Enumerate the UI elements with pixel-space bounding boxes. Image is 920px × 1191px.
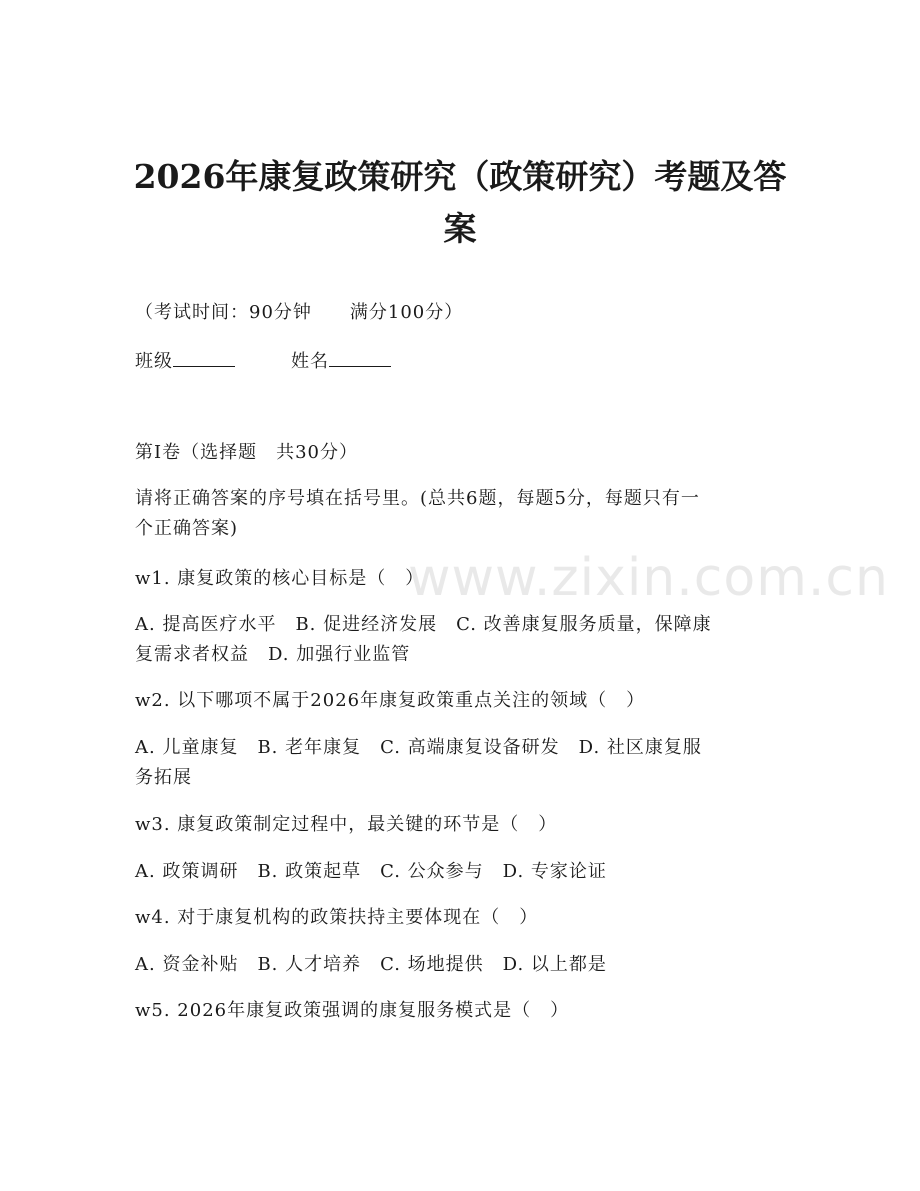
student-info-row: [135, 346, 795, 377]
question-4-stem: w4. 对于康复机构的政策扶持主要体现在（ ）: [135, 907, 539, 928]
question-3-options-line-1: A. 政策调研 B. 政策起草 C. 公众参与 D. 专家论证: [135, 861, 607, 882]
question-3-stem: w3. 康复政策制定过程中，最关键的环节是（ ）: [135, 814, 558, 835]
question-5-stem: w5. 2026年康复政策强调的康复服务模式是（ ）: [135, 1000, 570, 1021]
name-blank: [329, 346, 391, 367]
question-1-options-line-2: 复需求者权益 D. 加强行业监管: [135, 644, 411, 665]
watermark: www.zixin.com.cn: [408, 548, 889, 608]
document-title-line-1: 2026年康复政策研究（政策研究）考题及答: [133, 157, 787, 196]
instruction-line-2: 个正确答案): [135, 518, 239, 539]
class-blank: [173, 346, 235, 367]
class-label: 班级: [135, 351, 173, 372]
instruction-line-1: 请将正确答案的序号填在括号里。(总共6题，每题5分，每题只有一: [135, 488, 700, 509]
name-label: 姓名: [291, 351, 329, 372]
document-title-line-2: 案: [443, 209, 477, 248]
question-2-options-line-1: A. 儿童康复 B. 老年康复 C. 高端康复设备研发 D. 社区康复服: [135, 737, 702, 758]
question-1-options-line-1: A. 提高医疗水平 B. 促进经济发展 C. 改善康复服务质量，保障康: [135, 614, 712, 635]
question-2-stem: w2. 以下哪项不属于2026年康复政策重点关注的领域（ ）: [135, 690, 646, 711]
question-4-options-line-1: A. 资金补贴 B. 人才培养 C. 场地提供 D. 以上都是: [135, 954, 607, 975]
exam-info: （考试时间：90分钟 满分100分）: [135, 302, 464, 323]
question-2-options-line-2: 务拓展: [135, 767, 192, 788]
question-1-stem: w1. 康复政策的核心目标是（ ）: [135, 568, 425, 589]
section-title: 第I卷（选择题 共30分）: [135, 442, 359, 463]
